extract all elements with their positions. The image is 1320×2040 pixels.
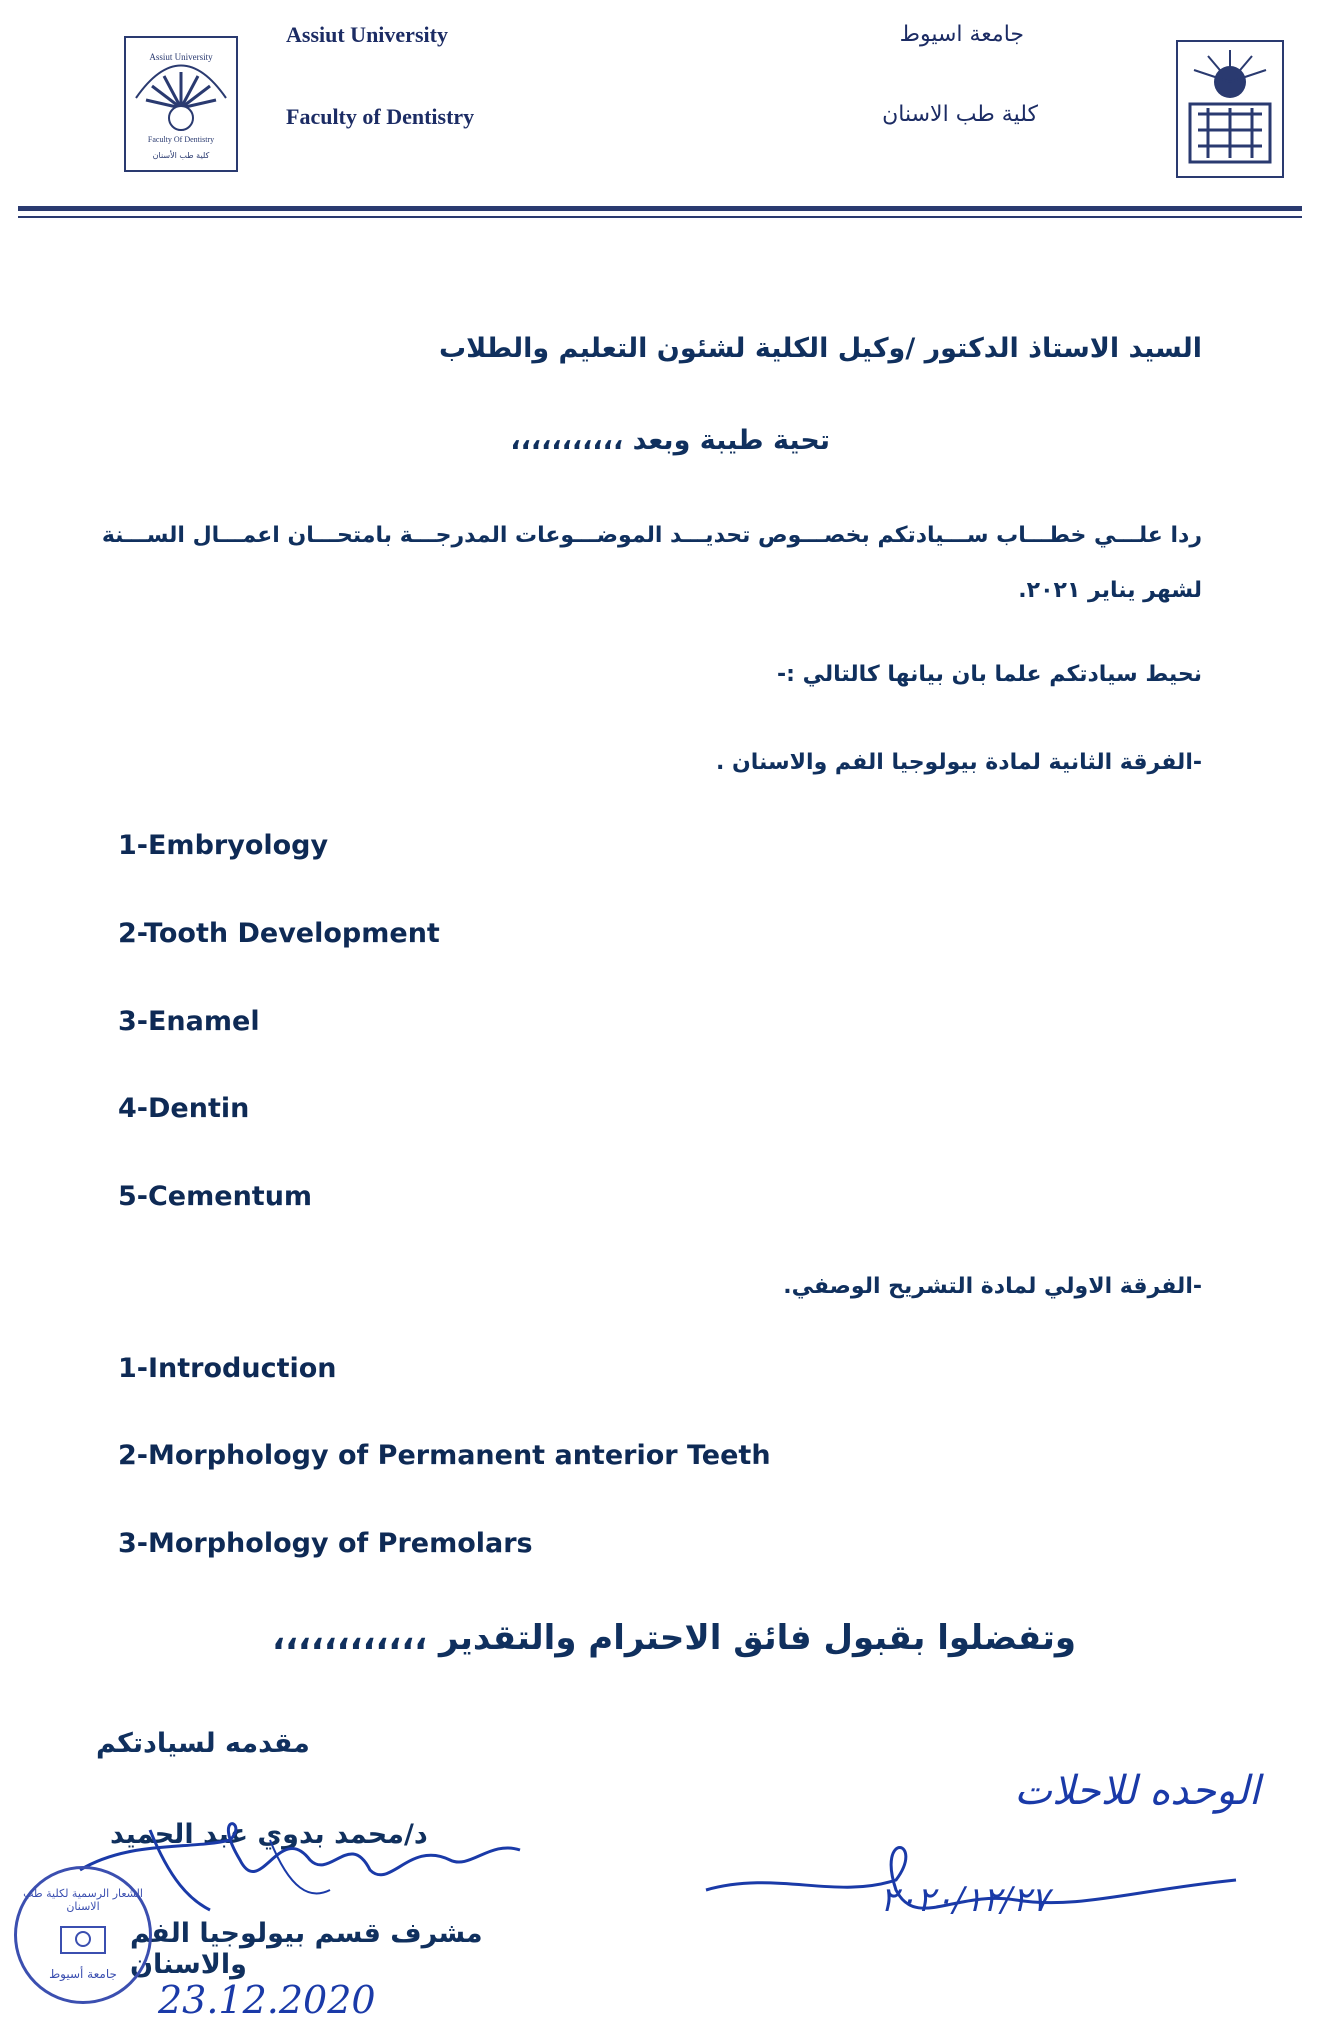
notice-line: نحيط سيادتكم علما بان بيانها كالتالي :- [777, 662, 1202, 687]
university-logo [1176, 40, 1284, 178]
header-rule-thick [18, 206, 1302, 211]
section1-item: 3-Enamel [118, 1006, 260, 1037]
faculty-logo-art [126, 38, 236, 170]
official-stamp [14, 1866, 152, 2004]
referral-date: ٢٠٢٠/١٢/٢٧ [880, 1880, 1050, 1920]
section1-item: 5-Cementum [118, 1181, 313, 1212]
svg-text:Faculty Of Dentistry: Faculty Of Dentistry [147, 135, 215, 144]
closing-line: وتفضلوا بقبول فائق الاحترام والتقدير ،،،،،،،،،،،، [272, 1618, 1076, 1658]
section1-item: 4-Dentin [118, 1093, 250, 1124]
signer-title: مشرف قسم بيولوجيا الفم والاسنان [130, 1918, 483, 1980]
university-name-en: Assiut University [286, 22, 448, 47]
stamp-top-text: الشعار الرسمية لكلية طب الاسنان [23, 1887, 143, 1913]
greeting-line: تحية طيبة وبعد ،،،،،،،،،،، [510, 425, 830, 456]
addressee-line: السيد الاستاذ الدكتور /وكيل الكلية لشئون التعليم والطلاب [439, 333, 1202, 364]
submitted-to: مقدمه لسيادتكم [96, 1728, 310, 1759]
signer-name: د/محمد بدوي عبد الحميد [110, 1819, 428, 1850]
section1-heading: -الفرقة الثانية لمادة بيولوجيا الفم والاسنان . [715, 750, 1202, 775]
section2-heading: -الفرقة الاولي لمادة التشريح الوصفي. [783, 1274, 1202, 1299]
section2-item: 2-Morphology of Permanent anterior Teeth [118, 1440, 771, 1471]
svg-text:Assiut University: Assiut University [149, 52, 213, 62]
section2-item: 3-Morphology of Premolars [118, 1528, 533, 1559]
section1-item: 2-Tooth Development [118, 918, 440, 949]
svg-text:كلية طب الأسنان: كلية طب الأسنان [152, 151, 210, 160]
intro-paragraph-line2: لشهر يناير ٢٠٢١. [1018, 578, 1202, 603]
university-name-ar: جامعة اسيوط [899, 22, 1024, 47]
intro-paragraph-line1: ردا علـــي خطـــاب ســـيادتكم بخصـــوص تحديـــد الموضـــوعات المدرجـــة بامتحـــان اعمـــال الســـنة [101, 523, 1202, 548]
header-rule-thin [18, 216, 1302, 218]
referral-note: الوحده للاحلات [1014, 1768, 1260, 1814]
signature-date: 23.12.2020 [158, 1978, 376, 2022]
section2-item: 1-Introduction [118, 1353, 337, 1384]
stamp-emblem-icon [53, 1919, 113, 1959]
stamp-bottom-text: جامعة أسيوط [49, 1967, 117, 1981]
section1-item: 1-Embryology [118, 830, 329, 861]
faculty-logo [124, 36, 238, 172]
university-logo-art [1178, 42, 1282, 176]
faculty-name-ar: كلية طب الاسنان [882, 102, 1038, 127]
faculty-name-en: Faculty of Dentistry [286, 104, 475, 129]
